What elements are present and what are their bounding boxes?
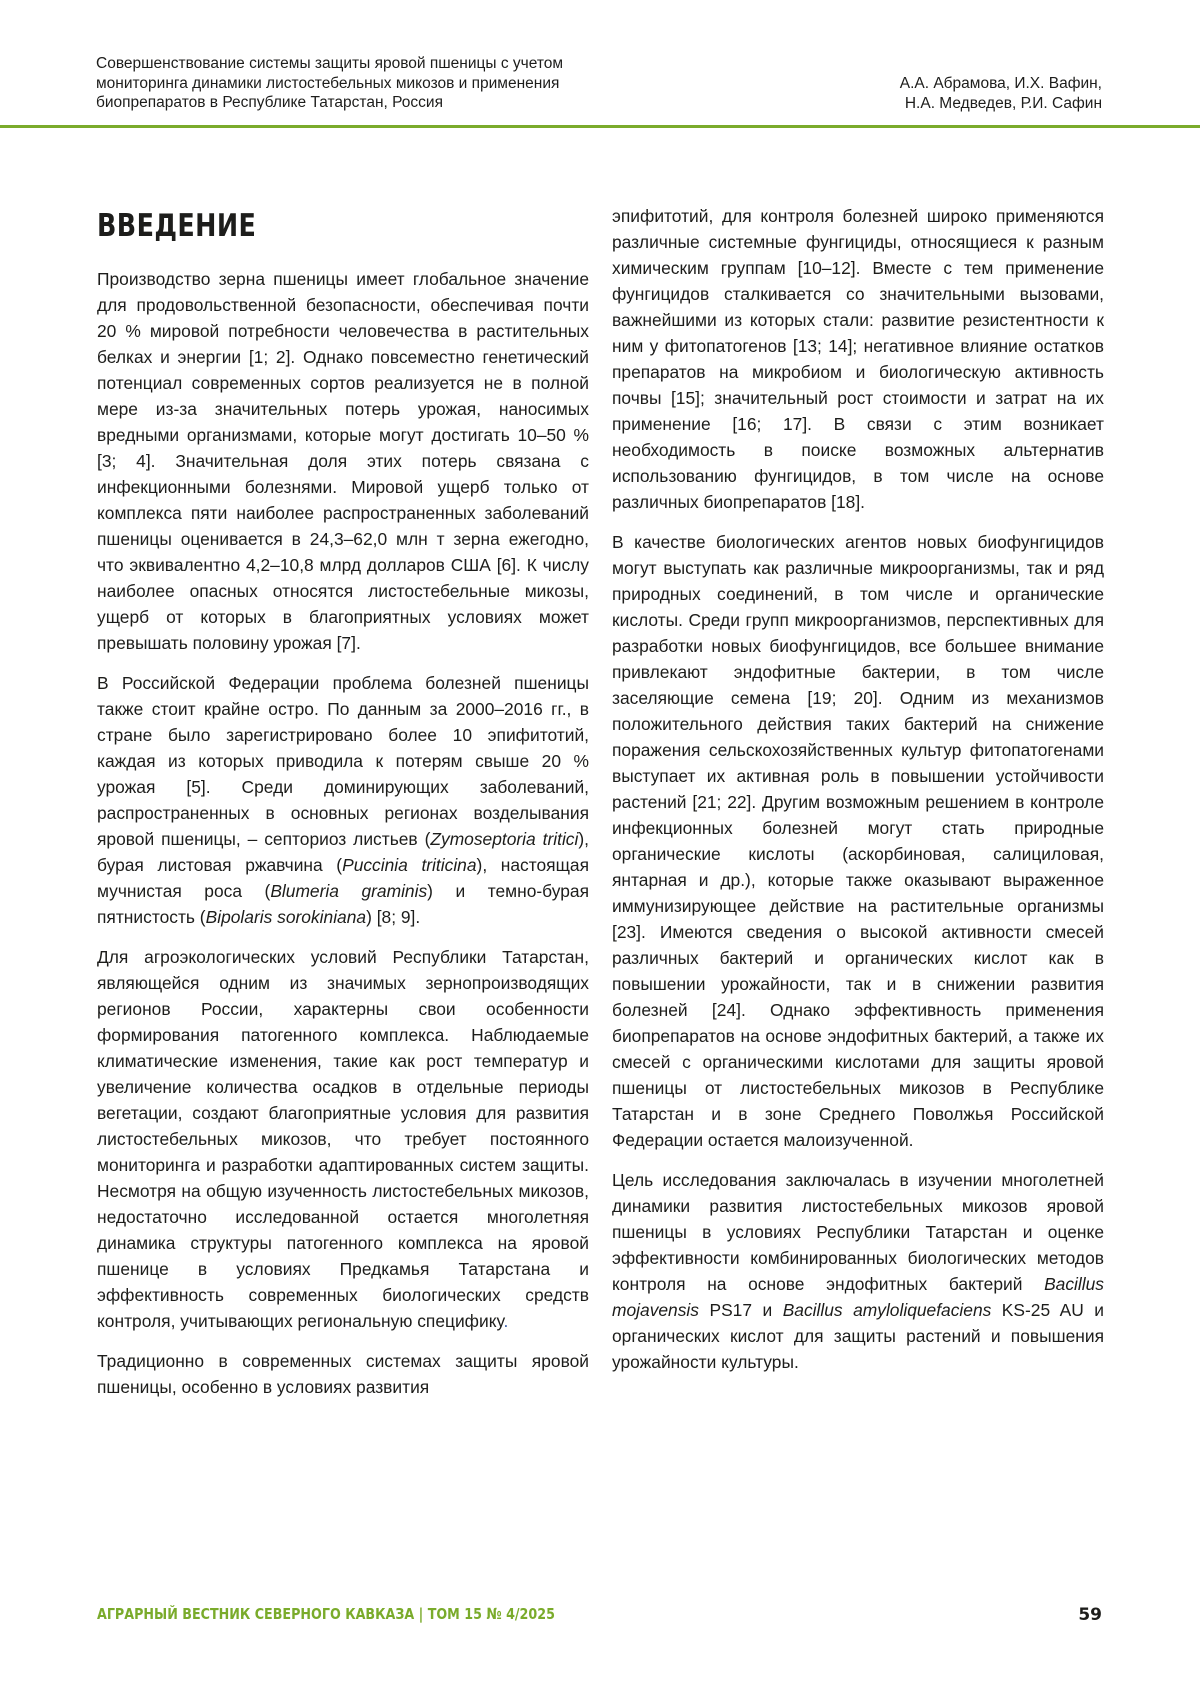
running-title-line: Совершенствование системы защиты яровой пшеницы с учетом	[96, 55, 564, 72]
header-divider	[0, 125, 1200, 128]
page-number: 59	[1078, 1605, 1102, 1625]
journal-footer: АГРАРНЫЙ ВЕСТНИК СЕВЕРНОГО КАВКАЗА | ТОМ 15 № 4/2025	[97, 1605, 555, 1623]
section-heading: ВВЕДЕНИЕ	[97, 208, 257, 244]
species-name: Bipolaris sorokiniana	[205, 907, 367, 927]
species-name: Puccinia triticina	[342, 855, 477, 875]
running-header	[96, 54, 1102, 122]
species-name: Bacillus amyloliquefaciens	[782, 1300, 992, 1320]
species-name: Blumeria graminis	[270, 881, 428, 901]
paragraph: В качестве биологических агентов новых биофунгицидов могут выступать как различные микроорганизмы, так и ряд природных соединений, в том числе и органические кислоты. Среди групп микроорганизмов, перспективных для разработки новых биофунгицидов, все большее внимание привлекают эндофитные бактерии, в том числе заселяющие семена [19; 20]. Одним из механизмов положительного действия таких бактерий на снижение поражения сельскохозяйственных культур фитопатогенами выступает их активная роль в повышении устойчивости растений [21; 22]. Другим возможным решением в контроле инфекционных болезней могут стать природные органические кислоты (аскорбиновая, салициловая, янтарная и др.), которые также оказывают выраженное иммунизирующее действие на растительные организмы [23]. Имеются сведения о высокой активности смесей различных бактерий и органических кислот как в повышении урожайности, так и в снижении развития болезней [24]. Однако эффективность применения биопрепаратов на основе эндофитных бактерий, а также их смесей с органическими кислотами для защиты яровой пшеницы от листостебельных микозов в Республике Татарстан и в зоне Среднего Поволжья Российской Федерации остается малоизученной.	[612, 532, 1104, 1150]
left-column	[97, 196, 589, 1414]
running-title-line: мониторинга динамики листостебельных микозов и применения	[96, 74, 560, 92]
paragraph: Для агроэкологических условий Республики Татарстан, являющейся одним из значимых зернопроизводящих регионов России, характерны свои особенности формирования патогенного комплекса. Наблюдаемые климатические изменения, такие как рост температур и увеличение количества осадков в отдельные периоды вегетации, создают благоприятные условия для развития листостебельных микозов, что требует постоянного мониторинга и разработки адаптированных систем защиты. Несмотря на общую изученность листостебельных микозов, недостаточно исследованной остается многолетняя динамика структуры патогенного комплекса на яровой пшенице в условиях Предкамья Татарстана и эффективность современных биологических средств контроля, учитывающих региональную специфику.	[97, 947, 589, 1331]
right-column	[612, 203, 1104, 1389]
paragraph: В Российской Федерации проблема болезней пшеницы также стоит крайне остро. По данным за 2000–2016 гг., в стране было зарегистрировано более 10 эпифитотий, каждая из которых приводила к потерям свыше 20 % урожая [5]. Среди доминирующих заболеваний, распространенных в основных регионах возделывания яровой пшеницы, – септориоз листьев (Zymoseptoria tritici), бурая листовая ржавчина (Puccinia triticina), настоящая мучнистая роса (Blumeria graminis) и темно-бурая пятнистость (Bipolaris sorokiniana) [8; 9].	[97, 673, 590, 927]
running-authors	[900, 74, 1102, 113]
running-title-line: биопрепаратов в Республике Татарстан, Россия	[96, 94, 443, 111]
paragraph: Производство зерна пшеницы имеет глобальное значение для продовольственной безопасности, обеспечивая почти 20 % мировой потребности человечества в растительных белках и энергии [1; 2]. Однако повсеместно генетический потенциал современных сортов реализуется не в полной мере из-за значительных потерь урожая, наносимых вредными организмами, которые могут достигать 10–50 % [3; 4]. Значительная доля этих потерь связана с инфекционными болезнями. Мировой ущерб только от комплекса пяти наиболее распространенных заболеваний пшеницы оценивается в 24,3–62,0 млн т зерна ежегодно, что эквивалентно 4,2–10,8 млрд долларов США [6]. К числу наиболее опасных относятся листостебельные микозы, ущерб от которых в благоприятных условиях может превышать половину урожая [7].	[97, 269, 589, 653]
paragraph: эпифитотий, для контроля болезней широко применяются различные системные фунгициды, относящиеся к разным химическим группам [10–12]. Вместе с тем применение фунгицидов сталкивается со значительными вызовами, важнейшими из которых стали: развитие резистентности к ним у фитопатогенов [13; 14]; негативное влияние остатков препаратов на микробиом и биологическую активность почвы [15]; значительный рост стоимости и затрат на их применение [16; 17]. В связи с этим возникает необходимость в поиске возможных альтернатив использованию фунгицидов, в том числе на основе различных биопрепаратов [18].	[612, 206, 1104, 512]
species-name: Zymoseptoria tritici	[430, 829, 579, 849]
species-name: Bacillus mojavensis	[612, 1274, 1104, 1320]
paragraph: Цель исследования заключалась в изучении многолетней динамики развития листостебельных микозов яровой пшеницы в условиях Республики Татарстан и оценке эффективности комбинированных биологических методов контроля на основе эндофитных бактерий Bacillus mojavensis PS17 и Bacillus amyloliquefaciens KS-25 AU и органических кислот для защиты растений и повышения урожайности культуры.	[612, 1170, 1104, 1372]
running-title	[96, 54, 696, 113]
authors-line: Н.А. Медведев, Р.И. Сафин	[904, 94, 1102, 112]
paragraph: Традиционно в современных системах защиты яровой пшеницы, особенно в условиях развития	[97, 1351, 589, 1397]
authors-line: А.А. Абрамова, И.Х. Вафин,	[899, 75, 1102, 92]
